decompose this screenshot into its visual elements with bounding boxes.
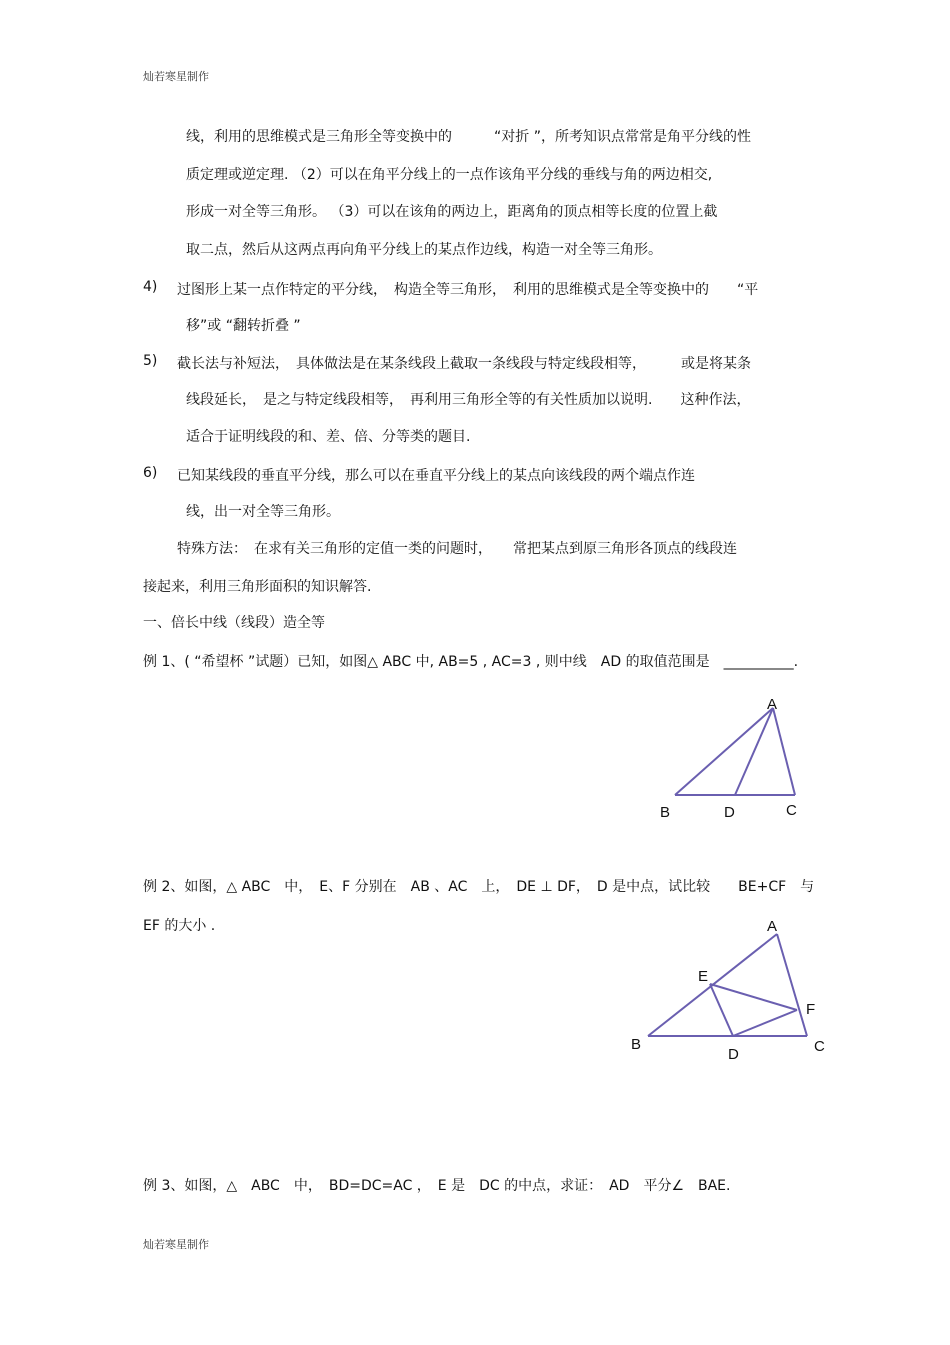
item-number: 6) — [143, 465, 158, 481]
label-e: E — [698, 968, 709, 985]
text-line: 线，出一对全等三角形。 — [186, 504, 340, 520]
text-line: 接起来，利用三角形面积的知识解答. — [143, 579, 372, 595]
label-c: C — [814, 1038, 825, 1055]
text-line: 线，利用的思维模式是三角形全等变换中的 “对折 ”，所考知识点常常是角平分线的性 — [186, 129, 751, 145]
text-line: 取二点，然后从这两点再向角平分线上的某点作边线，构造一对全等三角形。 — [186, 242, 662, 258]
figure-1-triangle — [640, 690, 830, 825]
label-a: A — [767, 696, 778, 713]
text-line: 线段延长， 是之与特定线段相等， 再利用三角形全等的有关性质加以说明. 这种作法， — [186, 392, 751, 408]
text-line: 已知某线段的垂直平分线，那么可以在垂直平分线上的某点向该线段的两个端点作连 — [177, 468, 695, 484]
example-2: 例 2、如图，△ ABC 中， E、F 分别在 AB 、AC 上， DE ⊥ DF， D 是中点，试比较 BE+CF 与 — [143, 879, 815, 895]
text-line: 适合于证明线段的和、差、倍、分等类的题目. — [186, 429, 471, 445]
text-line: 特殊方法： 在求有关三角形的定值一类的问题时， 常把某点到原三角形各顶点的线段连 — [177, 541, 737, 557]
label-f: F — [806, 1001, 816, 1018]
label-d: D — [728, 1046, 739, 1063]
text-line: 移”或 “翻转折叠 ” — [186, 318, 301, 334]
item-number: 4) — [143, 279, 158, 295]
example-1: 例 1、( “希望杯 ”试题）已知，如图△ ABC 中, AB=5 , AC=3 , 则中线 AD 的取值范围是 __________. — [143, 654, 799, 670]
label-c: C — [786, 802, 797, 819]
section-heading: 一、倍长中线（线段）造全等 — [143, 615, 325, 631]
label-d: D — [724, 804, 735, 821]
text-line: 过图形上某一点作特定的平分线， 构造全等三角形， 利用的思维模式是全等变换中的 “平 — [177, 282, 759, 298]
example-2-cont: EF 的大小 . — [143, 918, 216, 934]
text-line: 质定理或逆定理. （2）可以在角平分线上的一点作该角平分线的垂线与角的两边相交, — [186, 167, 713, 183]
label-b: B — [660, 804, 671, 821]
figure-2-triangle — [620, 910, 835, 1070]
text-line: 截长法与补短法， 具体做法是在某条线段上截取一条线段与特定线段相等， 或是将某条 — [177, 356, 751, 372]
label-a: A — [767, 918, 778, 935]
text-line: 形成一对全等三角形。 （3）可以在该角的两边上，距离角的顶点相等长度的位置上截 — [186, 204, 718, 220]
label-b: B — [631, 1036, 642, 1053]
page-footer: 灿若寒星制作 — [143, 1238, 209, 1251]
item-number: 5) — [143, 353, 158, 369]
example-3: 例 3、如图，△ ABC 中， BD=DC=AC ， E 是 DC 的中点，求证： AD 平分∠ BAE. — [143, 1178, 731, 1194]
page-header: 灿若寒星制作 — [143, 70, 209, 83]
